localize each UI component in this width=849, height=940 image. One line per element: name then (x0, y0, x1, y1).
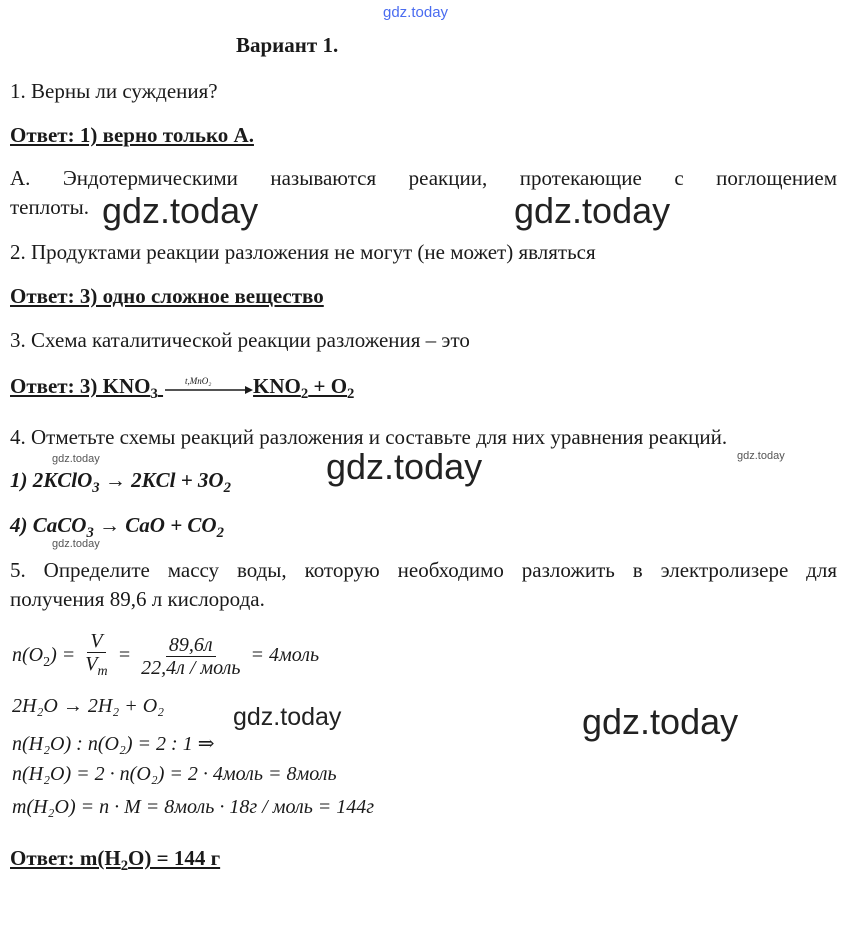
fraction-1-numerator: V (87, 630, 105, 653)
equation-1 (10, 468, 231, 500)
fraction-1-denominator (82, 653, 110, 683)
watermark-big-3: gdz.today (326, 446, 483, 487)
equation-1-left: 1) 2KClO (10, 468, 93, 492)
math-line-2: 2H₂O → 2H₂ + O₂ (12, 695, 165, 717)
equation-2-sub2: 2 (216, 525, 224, 542)
math-line-1 (12, 630, 319, 683)
answer-3-sub1: 3 (150, 386, 158, 403)
fraction-2-denominator: 22,4л / моль (141, 657, 241, 679)
math-1-lhs-sub: 2 (43, 655, 51, 671)
answer-3-sub3: 2 (347, 386, 355, 403)
question-5-line2: получения 89,6 л кислорода. (10, 587, 265, 611)
math-1-lhs-end: ) = (50, 644, 76, 667)
equation-1-sub: 3 (92, 480, 100, 497)
equation-2-right: → CaO + CO (93, 513, 217, 537)
equation-1-sub2: 2 (223, 480, 231, 497)
math-1-eq: = (117, 644, 132, 667)
statement-a-line2: теплоты. (10, 195, 89, 219)
watermark-big-4: gdz.today (582, 701, 739, 742)
watermark-top: gdz.today (383, 4, 449, 21)
answer-3-sub2: 2 (300, 386, 309, 403)
fraction-1-den-sub: m (97, 664, 108, 679)
math-line-5: m(H₂O) = n · M = 8моль · 18г / моль = 144г (12, 796, 375, 818)
watermark-small-3: gdz.today (52, 538, 100, 550)
statement-a-line1: А. Эндотермическими называются реакции, протекающие с поглощением (10, 166, 837, 190)
question-2: 2. Продуктами реакции разложения не могут (не может) являться (10, 240, 596, 264)
arrow-label: t,MnO₂ (185, 376, 212, 387)
watermark-small-1: gdz.today (737, 450, 785, 462)
reaction-arrow (163, 378, 253, 398)
math-1-lhs: n(O (12, 644, 44, 667)
equation-2-left: 4) CaCO (10, 513, 87, 537)
equation-1-right: → 2KCl + 3O (99, 468, 224, 492)
answer-3-product: KNO (253, 374, 301, 398)
question-5-line1: 5. Определите массу воды, которую необходимо разложить в электролизере для (10, 558, 837, 582)
page-title: Вариант 1. (236, 33, 339, 57)
answer-5-a: Ответ: m(H (10, 846, 121, 870)
answer-3-tail: + O (308, 374, 348, 398)
fraction-2-numerator: 89,6л (166, 634, 216, 657)
watermark-big-1: gdz.today (102, 190, 259, 231)
question-1: 1. Верны ли суждения? (10, 79, 218, 103)
equation-2-sub: 3 (86, 525, 94, 542)
answer-5 (10, 846, 220, 878)
fraction-1-den-main: V (85, 653, 98, 675)
math-line-3: n(H₂O) : n(O₂) = 2 : 1 ⇒ (12, 733, 215, 755)
answer-5-b: O) = 144 г (128, 846, 221, 870)
fraction-values (138, 634, 243, 679)
answer-3-prefix: Ответ: 3) KNO (10, 374, 151, 398)
watermark-big-2: gdz.today (514, 190, 671, 231)
question-3: 3. Схема каталитической реакции разложения – это (10, 328, 470, 352)
watermark-medium: gdz.today (233, 703, 342, 731)
fraction-v-vm (82, 630, 110, 683)
math-line-4: n(H₂O) = 2 · n(O₂) = 2 · 4моль = 8моль (12, 763, 337, 785)
answer-5-sub: 2 (120, 858, 129, 875)
math-1-rhs: = 4моль (250, 644, 320, 667)
equation-2 (10, 513, 224, 545)
answer-3 (10, 374, 354, 406)
answer-1: Ответ: 1) верно только А. (10, 123, 254, 147)
question-4: 4. Отметьте схемы реакций разложения и составьте для них уравнения реакций. (10, 425, 728, 449)
watermark-small-2: gdz.today (52, 453, 100, 465)
answer-2: Ответ: 3) одно сложное вещество (10, 284, 324, 308)
